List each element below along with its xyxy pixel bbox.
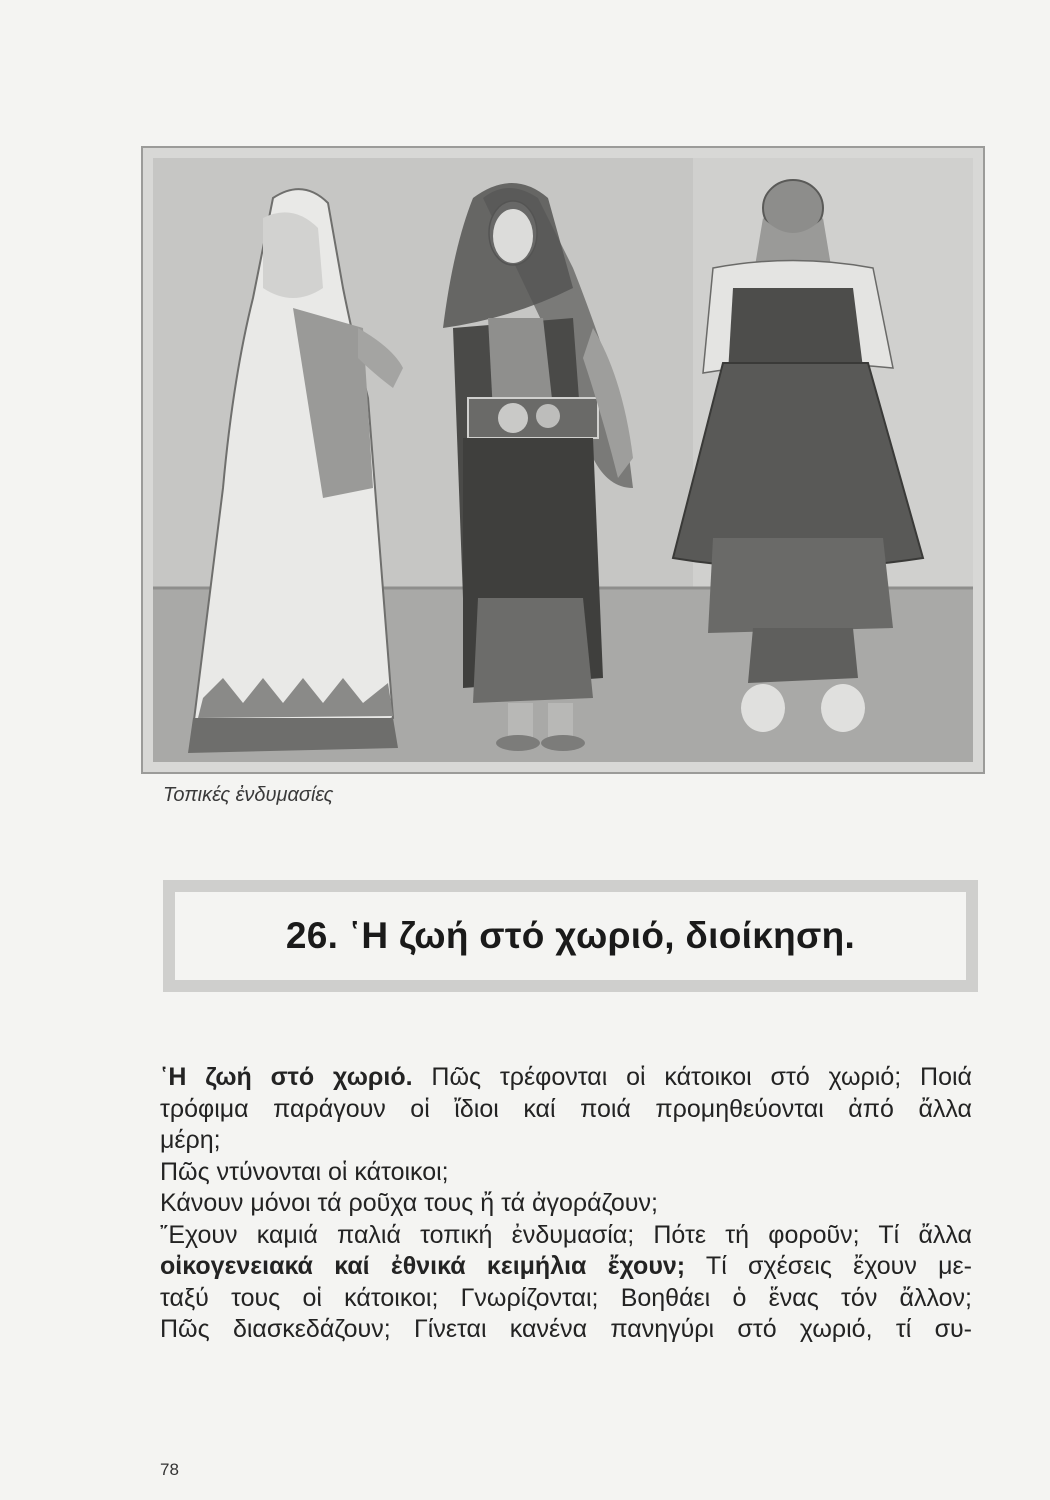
- text-line-1: ῾Η ζωή στό χωριό. Πῶς τρέφονται οἱ κάτοικοι στό χωριό; Ποιά: [160, 1063, 972, 1091]
- painting-three-women: [153, 158, 973, 762]
- text-line-7: οἰκογενειακά καί ἐθνικά κειμήλια ἔχουν; Τί σχέσεις ἔχουν με-: [160, 1252, 972, 1280]
- text-line-8: ταξύ τους οἱ κάτοικοι; Γνωρίζονται; Βοηθάει ὁ ἕνας τόν ἄλλον;: [160, 1283, 972, 1312]
- lead-heading: ῾Η ζωή στό χωριό.: [160, 1063, 413, 1091]
- section-title-text: ῾Η ζωή στό χωριό, διοίκηση.: [348, 915, 856, 956]
- body-paragraph: [160, 1062, 972, 1346]
- bold-phrase: οἰκογενειακά καί ἐθνικά κειμήλια ἔχουν;: [160, 1252, 686, 1280]
- text-line-4: Πῶς ντύνονται οἱ κάτοικοι;: [160, 1157, 449, 1186]
- page-number: 78: [160, 1460, 179, 1479]
- figure-caption: Τοπικές ἐνδυμασίες: [163, 784, 334, 806]
- illustration-traditional-costumes: [143, 148, 983, 772]
- text-line-2: τρόφιμα παράγουν οἱ ἴδιοι καί ποιά προμηθεύονται ἀπό ἄλλα: [160, 1094, 972, 1123]
- text-line-9: Πῶς διασκεδάζουν; Γίνεται κανένα πανηγύρι στό χωριό, τί συ-: [160, 1315, 972, 1343]
- section-title: [286, 915, 855, 957]
- section-number: 26.: [285, 915, 339, 956]
- text-line-5: Κάνουν μόνοι τά ροῦχα τους ἤ τά ἀγοράζουν;: [160, 1189, 658, 1217]
- section-title-box: [163, 880, 978, 992]
- text-line-6: ῎Εχουν καμιά παλιά τοπική ἐνδυμασία; Πότε τή φοροῦν; Τί ἄλλα: [160, 1220, 972, 1249]
- text-line-3: μέρη;: [160, 1126, 221, 1154]
